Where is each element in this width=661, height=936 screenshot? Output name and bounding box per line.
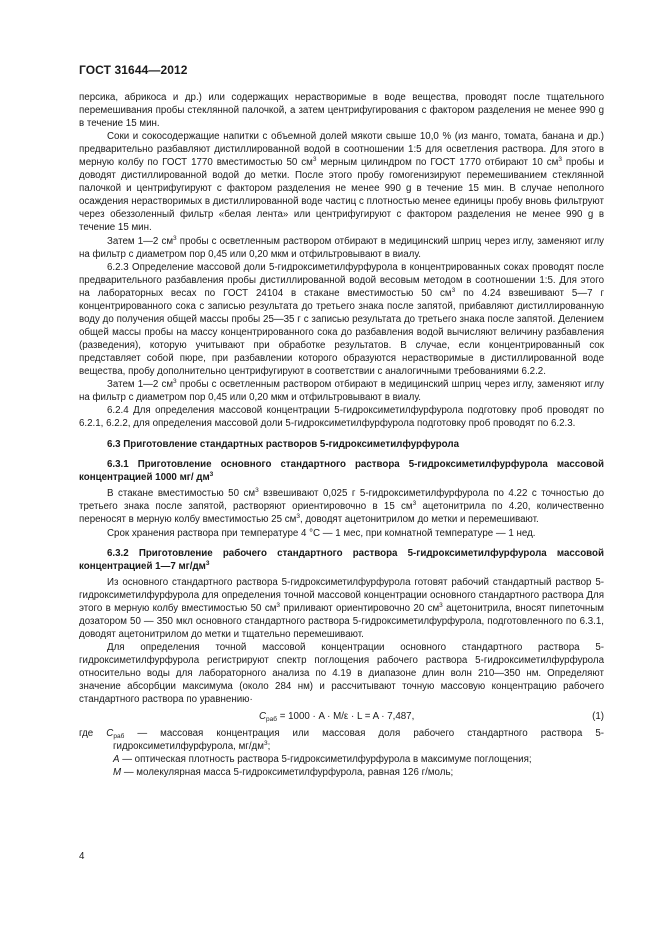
section-heading: 6.3 Приготовление стандартных растворов 5-гидроксиметилфурфурола xyxy=(107,439,460,451)
definition-c-rab: где $C_{раб}$ — массовая концентрация или массовая доля рабочего стандартного раствора 5-гидроксиметилфурфурола, $мг/дм^3$; xyxy=(79,728,604,753)
paragraph: 6.2.3 Определение массовой доли 5-гидроксиметилфурфурола в концентрированных соках проводят после предварительного разбавления пробы дистиллированной водой весовым методом в соотношении 1:5. Для этого на лабораторных весах по ГОСТ 24104 в стакане вместимостью 50 $см^3$ по 4.24 взвешивают 5—7 г концентрированного сока с записью результата до третьего знака после запятой, прибавляют дистиллированную воду до получения общей массы пробы 25—35 г с записью результата до третьего знака после запятой. Делением общей массы пробы на массу концентрированного сока до разбавления водой вычисляют величину разбавления (разведения), которую учитывают при обработке результатов. В случае, если концентрированный сок представляет собой пюре, при разбавлении которого образуются нерастворимые в дистиллированной воде вещества, пробу дополнительно центрифугируют в соответствии с аналогичными требованиями 6.2.2. xyxy=(79,261,605,377)
paragraph: Срок хранения раствора при температуре 4 °С — 1 мес, при комнатной температуре — 1 нед. xyxy=(107,527,536,539)
subsection-heading: 6.3.1 Приготовление основного стандартного раствора 5-гидроксиметилфурфурола массовой концентрацией 1000 мг/ $дм^3$ xyxy=(79,459,604,484)
paragraph: персика, абрикоса и др.) или содержащих нерастворимые в воде вещества, проводят после тщательного перемешивания пробы стеклянной палочкой, а затем центрифугирования с фактором разделения не менее 990 g в течение 15 мин. xyxy=(79,92,604,130)
variable-definitions xyxy=(79,727,604,779)
equation-number: (1) xyxy=(592,711,604,723)
subsection-heading: 6.3.2 Приготовление рабочего стандартного раствора 5-гидроксиметилфурфурола массовой концентрацией 1—7 $мг/дм^3$ xyxy=(79,547,604,572)
paragraph: В стакане вместимостью 50 $см^3$ взвешивают 0,025 г 5-гидроксиметилфурфурола по 4.22 с точностью до третьего знака после запятой, растворяют ориентировочно в 15 $см^3$ ацетонитрила по 4.20, количественно переносят в мерную колбу вместимостью 25 $см^3$, доводят ацетонитрилом до метки и перемешивают. xyxy=(79,487,604,526)
paragraph: Для определения точной массовой концентрации основного стандартного раствора 5-гидроксиметилфурфурола регистрируют спектр поглощения рабочего раствора 5-гидроксиметилфурфурола относительно воды для лабораторного анализа по 4.19 в диапазоне длин волн 210—350 нм. Определяют значение абсорбции максимума (около 284 нм) и рассчитывают точную массовую концентрацию рабочего стандартного раствора по уравнению· xyxy=(79,641,604,706)
paragraph: Затем 1—2 $см^3$ пробы с осветленным раствором отбирают в медицинский шприц через иглу, заменяют иглу на фильтр с диаметром пор 0,45 или 0,20 мкм и отфильтровывают в виалу. xyxy=(79,234,605,260)
paragraph: Из основного стандартного раствора 5-гидроксиметилфурфурола готовят рабочий стандартный раствор 5-гидроксиметилфурфурола для определения точной массовой концентрации основного стандартного раствора Для этого в мерную колбу вместимостью 50 $см^3$ приливают ориентировочно 20 $см^3$ ацетонитрила, вносят пипеточным дозатором 50 — 350 мкл основного стандартного раствора 5-гидроксиметилфурфурола, подготовленного по 6.3.1, доводят ацетонитрилом до метки и тщательно перемешивают. xyxy=(79,576,604,640)
standard-header: ГОСТ 31644—2012 xyxy=(79,63,188,77)
equation-expression: $C_{раб} = 1000 \cdot A \cdot M/\varepsilon \cdot L = A \cdot 7,487$, xyxy=(259,711,415,723)
equation xyxy=(79,709,604,725)
paragraph: Соки и сокосодержащие напитки с объемной долей мякоти свыше 10,0 % (из манго, томата, банана и др.) предварительно разбавляют дистиллированной водой в соотношении 1:5 для осветления раствора. Для этого в мерную колбу по ГОСТ 1770 вместимостью 50 $см^3$ мерным цилиндром по ГОСТ 1770 отбирают 10 $см^3$ пробы и доводят дистиллированной водой до метки. После этого пробу гомогенизируют перемешиванием стеклянной палочкой и центрифугируют с фактором разделения не менее 990 g в течение 15 мин. В случае неполного осаждения нерастворимых в дистиллированной воде частиц с плотностью менее единицы пробу вновь фильтруют через обеззоленный фильтр «белая лента» или центрифугируют с фактором разделения не менее 990 g в течение 15 мин. xyxy=(79,131,604,234)
body-text xyxy=(79,91,604,779)
paragraph: Затем 1—2 $см^3$ пробы с осветленным раствором отбирают в медицинский шприц через иглу, заменяют иглу на фильтр с диаметром пор 0,45 или 0,20 мкм и отфильтровывают в виалу. xyxy=(79,378,605,404)
paragraph: 6.2.4 Для определения массовой концентрации 5-гидроксиметилфурфурола подготовку проб проводят по 6.2.1, 6.2.2, для определения массовой доли 5-гидроксиметилфурфурола подготовку проб проводят по 6.2.3. xyxy=(79,405,604,430)
definition-a: A — оптическая плотность раствора 5-гидроксиметилфурфурола в максимуме поглощения; xyxy=(113,754,532,766)
page-number: 4 xyxy=(79,851,85,862)
definition-m: M — молекулярная масса 5-гидроксиметилфурфурола, равная 126 г/моль; xyxy=(113,767,454,779)
